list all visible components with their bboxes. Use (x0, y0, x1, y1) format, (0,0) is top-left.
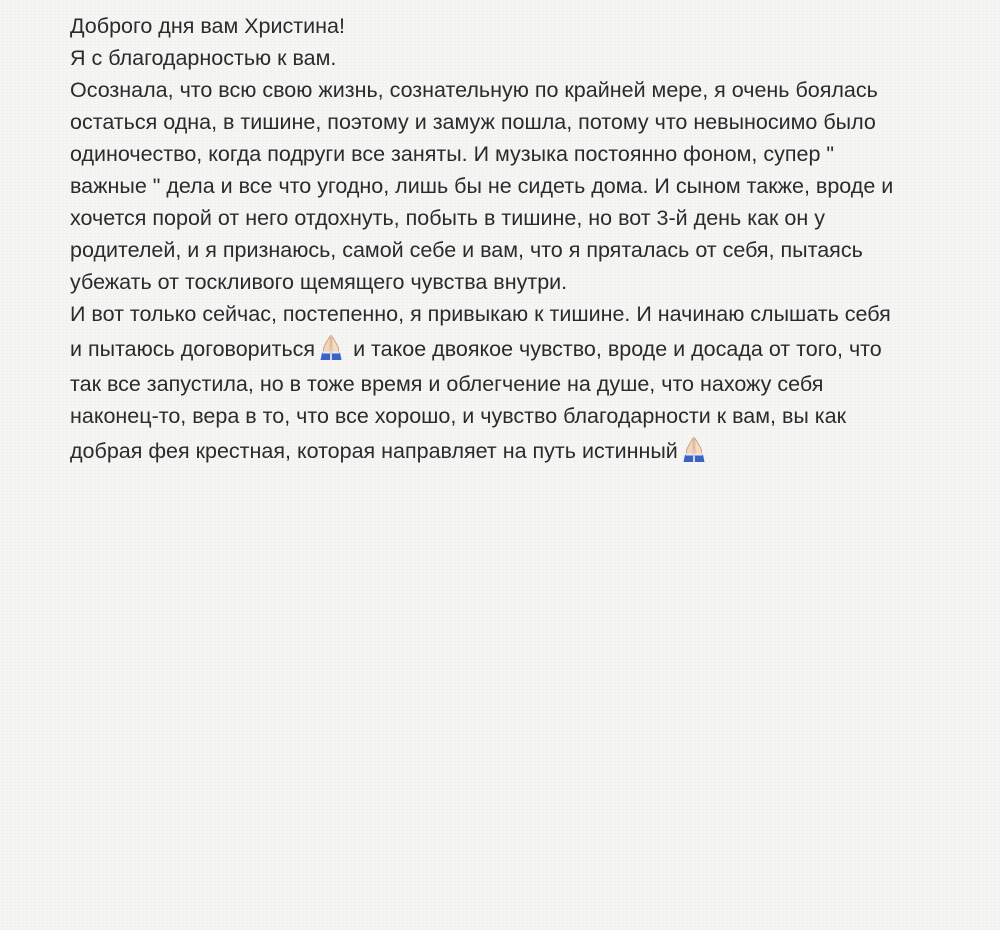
note-line: остаться одна, в тишине, поэтому и замуж пошла, потому что невыносимо было (70, 110, 876, 134)
note-line-part: и пытаюсь договориться (70, 337, 316, 361)
note-line: Я с благодарностью к вам. (70, 46, 337, 70)
note-line: Осознала, что всю свою жизнь, сознательную по крайней мере, я очень боялась (70, 78, 878, 102)
note-greeting: Доброго дня вам Христина! (70, 14, 345, 38)
folded-hands-icon (680, 435, 708, 463)
note-line: важные " дела и все что угодно, лишь бы не сидеть дома. И сыном также, вроде и (70, 174, 894, 198)
note-line: так все запустила, но в тоже время и облегчение на душе, что нахожу себя (70, 372, 824, 396)
note-line: И вот только сейчас, постепенно, я привыкаю к тишине. И начинаю слышать себя (70, 302, 891, 326)
note-line: одиночество, когда подруги все заняты. И музыка постоянно фоном, супер " (70, 142, 835, 166)
note-body (70, 10, 950, 470)
note-line: хочется порой от него отдохнуть, побыть в тишине, но вот 3-й день как он у (70, 206, 825, 230)
note-line-part: добрая фея крестная, которая направляет на путь истинный (70, 439, 678, 463)
note-line (70, 432, 950, 470)
note-line-part: и такое двоякое чувство, вроде и досада от того, что (353, 337, 882, 361)
note-line (70, 330, 950, 368)
note-line: родителей, и я признаюсь, самой себе и вам, что я пряталась от себя, пытаясь (70, 238, 863, 262)
note-line: наконец-то, вера в то, что все хорошо, и чувство благодарности к вам, вы как (70, 404, 847, 428)
note-line: убежать от тоскливого щемящего чувства внутри. (70, 270, 568, 294)
folded-hands-icon (317, 333, 345, 361)
